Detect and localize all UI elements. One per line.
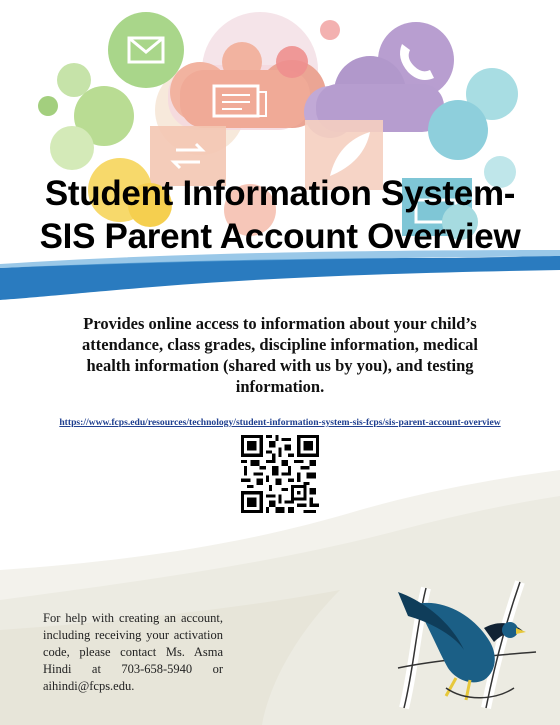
title-line-2: SIS Parent Account Overview <box>39 217 521 256</box>
hawk-logo <box>386 568 546 718</box>
help-contact-text: For help with creating an account, including receiving your activation code, please contact Ms. Asma Hindi at 703-658-5940 or aihindi@fcps.edu. <box>43 611 223 693</box>
sis-overview-link[interactable]: https://www.fcps.edu/resources/technology/student-information-system-sis-fcps/sis-parent-account-overview <box>59 417 501 428</box>
title-line-1: Student Information System- <box>44 174 516 213</box>
envelope-icon <box>108 12 184 88</box>
page-title <box>0 172 560 258</box>
description-text: Provides online access to information about your child’s attendance, class grades, discipline information, medical health information (shared with us by you), and testing information. <box>82 314 478 396</box>
